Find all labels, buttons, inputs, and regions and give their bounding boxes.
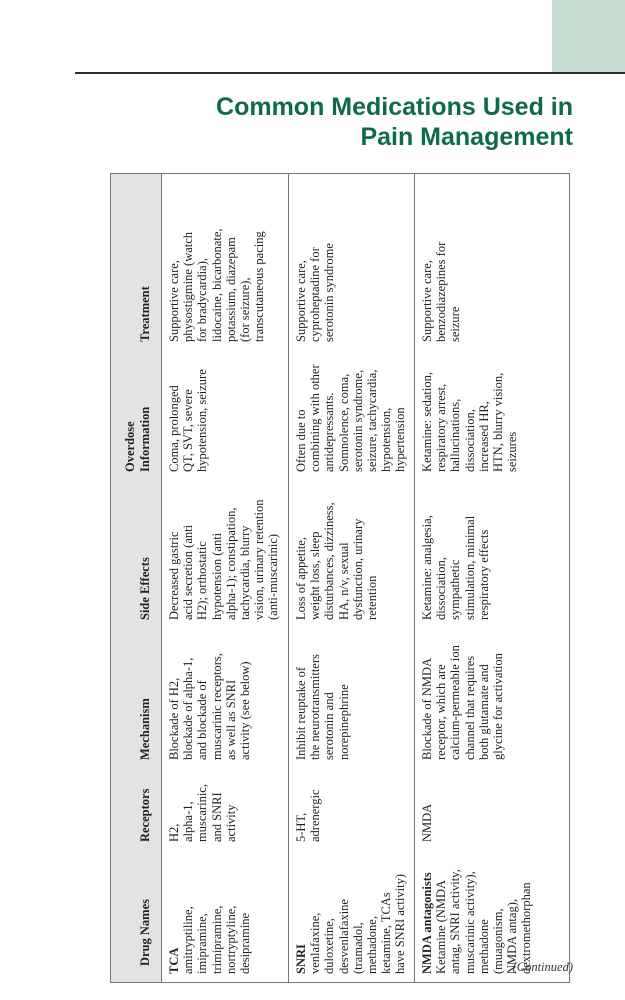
cell-mechanism bbox=[420, 645, 505, 760]
table-row-snri bbox=[288, 174, 415, 982]
cell-text-line: hypotension, bbox=[379, 407, 394, 472]
cell-text-line: disturbances, dizziness, bbox=[322, 502, 337, 620]
cell-text-line: Ketamine: sedation, bbox=[420, 372, 434, 472]
cell-text-line: benzodiazepines for bbox=[434, 241, 449, 342]
cell-text-line: both glutamate and bbox=[476, 664, 491, 760]
cell-text-line: duloxetine, bbox=[322, 918, 337, 974]
cell-text-line: Inhibit reuptake of bbox=[294, 666, 308, 760]
cell-text-line: Coma, prolonged bbox=[167, 385, 181, 472]
cell-text-line: venlafaxine, bbox=[308, 912, 323, 974]
cell-text-line: receptor, which are bbox=[434, 664, 449, 760]
cell-text-line: HA, n/v, sexual bbox=[336, 542, 351, 620]
cell-text-line: serotonin syndrome bbox=[322, 243, 337, 342]
cell-text-line: antag, SNRI activity, bbox=[448, 869, 463, 974]
cell-text-line: dissociation, bbox=[462, 409, 477, 472]
cell-text-line: respiratory effects bbox=[476, 529, 491, 620]
header-overdose-information bbox=[123, 407, 153, 472]
cell-side-effects bbox=[420, 515, 491, 620]
cell-text-line: muscarinic, bbox=[195, 784, 210, 842]
header-overdose-line-1: Overdose bbox=[123, 421, 137, 472]
cell-text-line: have SNRI activity) bbox=[393, 874, 408, 974]
cell-text-line: H2); orthostatic bbox=[195, 541, 210, 620]
cell-text-line: H2, bbox=[167, 823, 181, 842]
cell-text-line: hypotension, seizure bbox=[195, 369, 210, 472]
cell-text-line: dextromethorphan bbox=[519, 882, 534, 974]
cell-text-line: (for seizure), bbox=[238, 277, 253, 342]
cell-text-line: activity (see below) bbox=[238, 661, 253, 760]
cell-text-line: weight loss, sleep bbox=[308, 531, 323, 620]
cell-text-line: retention bbox=[365, 575, 380, 620]
cell-text-line: NMDA bbox=[420, 803, 434, 842]
page-title bbox=[153, 92, 573, 152]
cell-text-line: ketamine, TCAs bbox=[379, 892, 394, 974]
cell-text-line: dissociation, bbox=[434, 557, 449, 620]
cell-text-line: transcutaneous pacing bbox=[252, 231, 267, 342]
cell-text-line: physostigmine (watch bbox=[181, 231, 196, 342]
cell-text-line: norepinephrine bbox=[336, 684, 351, 760]
cell-text-line: Supportive care, bbox=[167, 260, 181, 342]
cell-text-line: NMDA antag), bbox=[505, 899, 520, 974]
cell-text-line: dysfunction, urinary bbox=[350, 518, 365, 620]
cell-text-line: (muagonism, bbox=[491, 908, 506, 974]
cell-side-effects bbox=[167, 500, 281, 620]
cell-drug-names bbox=[167, 906, 252, 974]
drug-class-label: SNRI bbox=[294, 944, 308, 974]
cell-text-line: methadone bbox=[476, 919, 491, 974]
cell-text-line: Decreased gastric bbox=[167, 531, 181, 620]
header-receptors: Receptors bbox=[138, 788, 152, 842]
cell-text-line: combining with other bbox=[308, 364, 323, 472]
cell-text-line: acid secretion (anti bbox=[181, 524, 196, 620]
cell-text-line: Ketamine: analgesia, bbox=[420, 515, 434, 620]
drug-class-label: TCA bbox=[167, 947, 181, 974]
table-header-row bbox=[110, 173, 162, 983]
cell-text-line: glycine for activation bbox=[491, 653, 506, 760]
cell-text-line: and SNRI bbox=[209, 792, 224, 842]
cell-mechanism bbox=[167, 653, 252, 760]
cell-text-line: Loss of appetite, bbox=[294, 537, 308, 620]
table-row-tca bbox=[162, 174, 288, 982]
cell-text-line: Ketamine (NMDA bbox=[434, 879, 449, 974]
cell-text-line: hypotension (anti bbox=[209, 532, 224, 620]
cell-text-line: potassium, diazepam bbox=[223, 237, 238, 342]
cell-text-line: Blockade of NMDA bbox=[420, 657, 434, 760]
cell-text-line: increased HR, bbox=[476, 401, 491, 472]
cell-text-line: desipramine bbox=[238, 912, 253, 974]
cell-text-line: muscarinic receptors, bbox=[209, 653, 224, 760]
cell-text-line: antidepressants. bbox=[322, 392, 337, 472]
cell-text-line: (anti-muscarinic) bbox=[266, 533, 281, 620]
cell-text-line: Somnolence, coma, bbox=[336, 373, 351, 472]
cell-text-line: lidocaine, bicarbonate, bbox=[209, 228, 224, 342]
cell-drug-names bbox=[420, 869, 534, 974]
cell-text-line: serotonin syndrome, bbox=[350, 369, 365, 472]
cell-overdose-information bbox=[294, 364, 408, 472]
cell-text-line: HTN, blurry vision, bbox=[491, 372, 506, 472]
cell-text-line: calcium-permeable ion bbox=[448, 645, 463, 760]
cell-receptors bbox=[167, 784, 238, 842]
cell-text-line: imipramine, bbox=[195, 913, 210, 974]
cell-drug-names bbox=[294, 874, 408, 974]
cell-text-line: muscarinic activity), bbox=[462, 871, 477, 974]
cell-text-line: seizure, tachycardia, bbox=[365, 369, 380, 472]
cell-mechanism bbox=[294, 654, 351, 760]
table-row-nmda-antagonists bbox=[414, 174, 570, 982]
cell-text-line: adrenergic bbox=[308, 789, 323, 842]
medications-table bbox=[110, 173, 570, 983]
cell-text-line: Supportive care, bbox=[294, 260, 308, 342]
cell-text-line: (tramadol, bbox=[350, 922, 365, 974]
cell-overdose-information bbox=[167, 369, 210, 472]
cell-text-line: vision, urinary retention bbox=[252, 499, 267, 620]
cell-text-line: channel that requires bbox=[462, 655, 477, 760]
cell-receptors bbox=[420, 804, 434, 842]
cell-text-line: cyproheptadine for bbox=[308, 247, 323, 342]
cell-text-line: hallucinations, bbox=[448, 398, 463, 472]
header-treatment: Treatment bbox=[138, 286, 152, 342]
cell-text-line: blockade of alpha-1, bbox=[181, 657, 196, 760]
cell-text-line: the neurotransmitters bbox=[308, 654, 323, 760]
cell-treatment bbox=[167, 229, 266, 343]
chapter-tab bbox=[552, 0, 625, 72]
cell-text-line: Often due to bbox=[294, 409, 308, 472]
cell-text-line: for bradycardia), bbox=[195, 258, 210, 342]
cell-text-line: and blockade of bbox=[195, 680, 210, 760]
cell-text-line: respiratory arrest, bbox=[434, 383, 449, 472]
cell-text-line: methadone, bbox=[365, 916, 380, 974]
cell-text-line: alpha-1); constipation, bbox=[223, 507, 238, 620]
continued-note: (Continued) bbox=[512, 960, 573, 974]
cell-side-effects bbox=[294, 502, 379, 620]
cell-text-line: alpha-1, bbox=[181, 801, 196, 842]
header-side-effects: Side Effects bbox=[138, 557, 152, 620]
cell-treatment bbox=[420, 242, 463, 342]
cell-text-line: seizures bbox=[505, 431, 520, 472]
cell-text-line: 5-HT, bbox=[294, 812, 308, 842]
cell-text-line: stimulation, minimal bbox=[462, 515, 477, 620]
cell-text-line: serotonin and bbox=[322, 692, 337, 760]
cell-text-line: sympathetic bbox=[448, 559, 463, 620]
cell-text-line: as well as SNRI bbox=[223, 679, 238, 760]
cell-overdose-information bbox=[420, 372, 519, 472]
cell-text-line: activity bbox=[223, 804, 238, 842]
table-body bbox=[162, 173, 570, 983]
cell-text-line: nortryptyline, bbox=[223, 905, 238, 974]
header-mechanism: Mechanism bbox=[138, 698, 152, 760]
cell-text-line: tachycardia, blurry bbox=[238, 525, 253, 620]
cell-text-line: Supportive care, bbox=[420, 260, 434, 342]
cell-receptors bbox=[294, 789, 322, 842]
cell-text-line: QT, SVT, severe bbox=[181, 389, 196, 472]
header-drug-names: Drug Names bbox=[138, 898, 152, 966]
cell-text-line: amitryptiline, bbox=[181, 906, 196, 974]
header-rule bbox=[75, 72, 625, 74]
cell-text-line: seizure bbox=[448, 306, 463, 342]
header-overdose-line-2: Information bbox=[138, 406, 152, 472]
cell-treatment bbox=[294, 243, 337, 342]
drug-class-label: NMDA antagonists bbox=[420, 872, 434, 974]
page-title-line-2: Pain Management bbox=[360, 123, 573, 151]
cell-text-line: trimipramine, bbox=[209, 905, 224, 974]
page-title-line-1: Common Medications Used in bbox=[216, 93, 573, 121]
cell-text-line: Blockade of H2, bbox=[167, 677, 181, 760]
cell-text-line: desvenlafaxine bbox=[336, 899, 351, 974]
cell-text-line: hypertension bbox=[393, 407, 408, 472]
